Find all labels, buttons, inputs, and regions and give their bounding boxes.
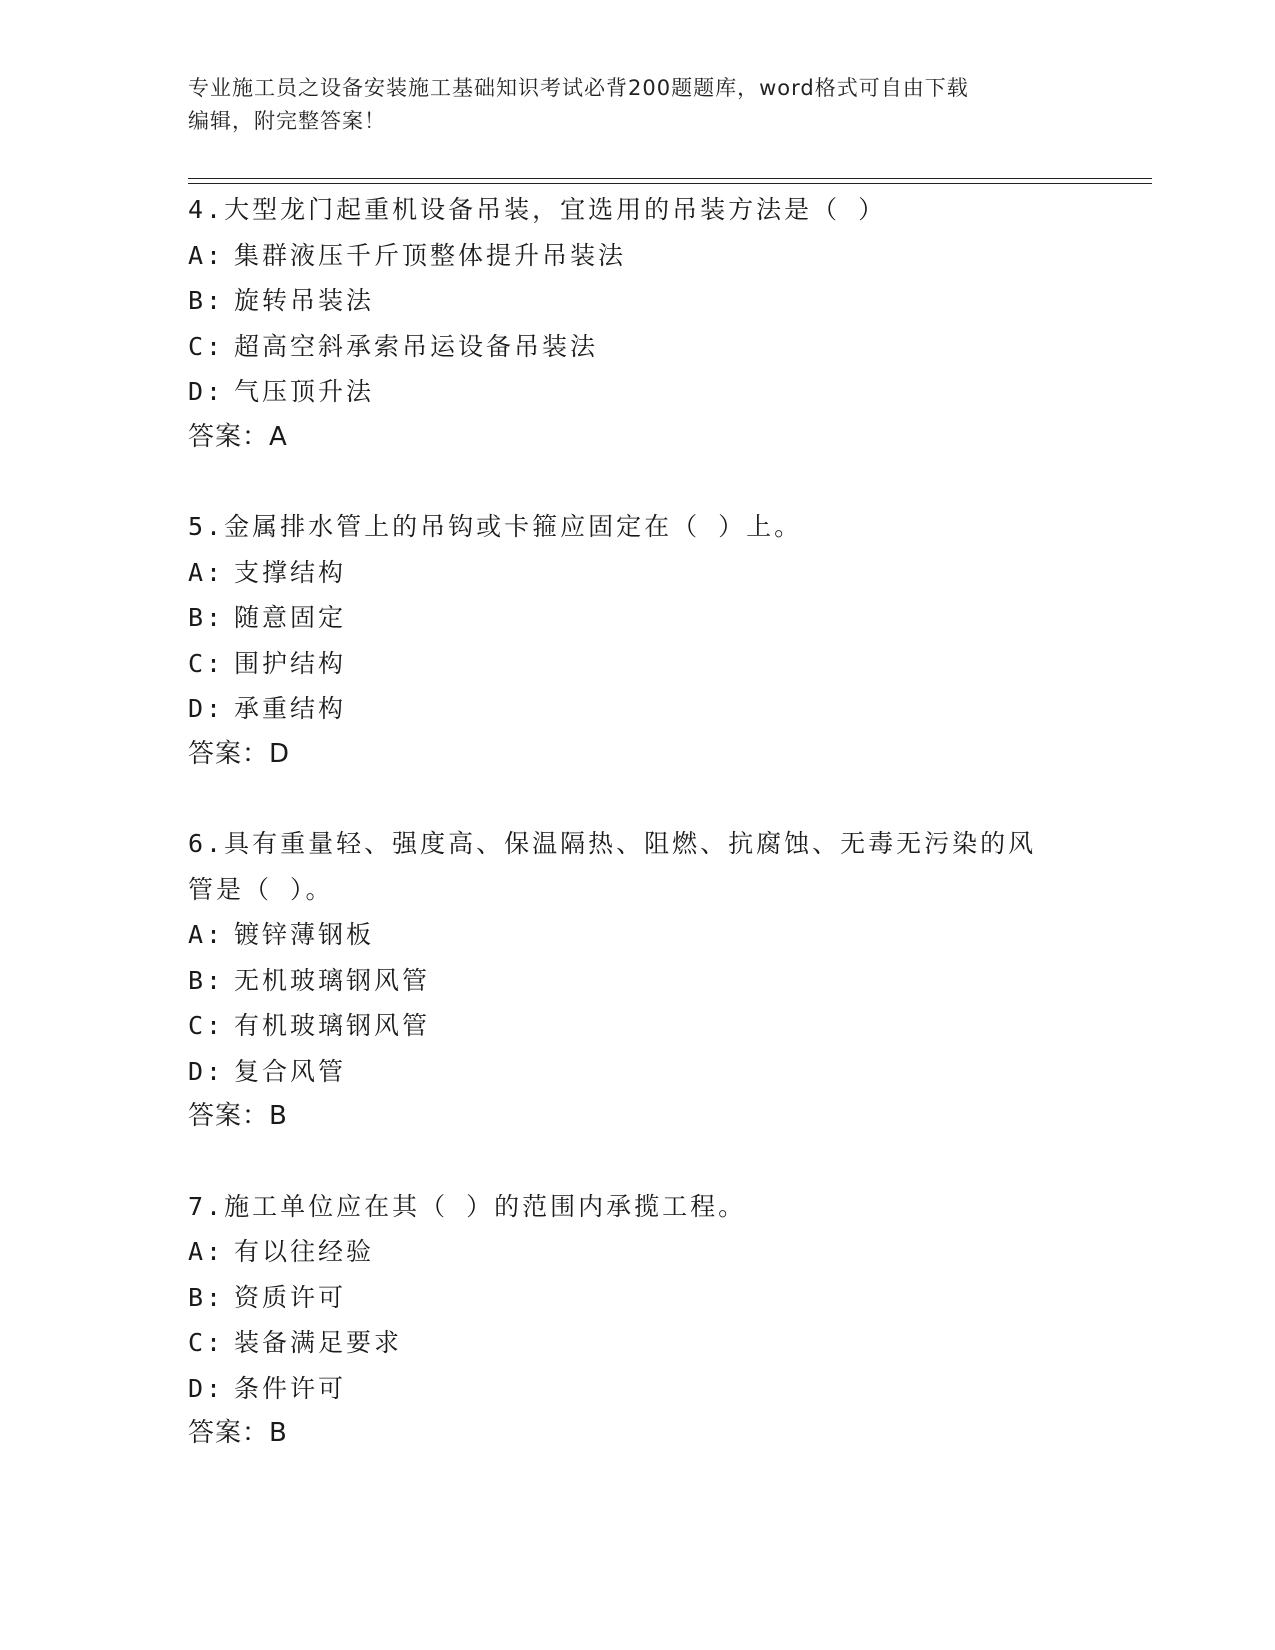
answer-line: 答案：B	[188, 1101, 288, 1131]
option-key: A:	[188, 557, 225, 587]
option-text: 有机玻璃钢风管	[234, 1011, 431, 1040]
document-header	[188, 72, 1068, 138]
question-stem: 4.大型龙门起重机设备吊装，宜选用的吊装方法是（ ）	[188, 195, 887, 224]
option-key: B:	[188, 965, 225, 995]
option-key: B:	[188, 1282, 225, 1312]
question-5	[188, 504, 1088, 777]
header-rule-bottom	[188, 183, 1152, 184]
answer-line: 答案：B	[188, 1418, 288, 1448]
option-b	[188, 958, 1088, 1004]
option-a	[188, 233, 1088, 279]
header-title-line-1: 专业施工员之设备安装施工基础知识考试必背200题题库，word格式可自由下载	[188, 76, 969, 100]
option-key: D:	[188, 1373, 225, 1403]
option-a	[188, 912, 1088, 958]
option-a	[188, 1229, 1088, 1275]
option-key: B:	[188, 603, 225, 632]
question-stem: 7.施工单位应在其（ ）的范围内承揽工程。	[188, 1191, 747, 1221]
option-text: 承重结构	[234, 694, 347, 723]
option-text: 随意固定	[234, 603, 347, 632]
option-key: A:	[188, 920, 225, 949]
question-stem-continuation: 管是（ ）。	[188, 874, 334, 904]
option-text: 气压顶升法	[234, 377, 375, 406]
option-text: 复合风管	[234, 1056, 347, 1086]
answer-line: 答案：A	[188, 421, 288, 452]
header-title-line-2: 编辑，附完整答案！	[188, 109, 386, 133]
option-text: 集群液压千斤顶整体提升吊装法	[234, 240, 627, 270]
option-text: 条件许可	[234, 1373, 347, 1403]
option-key: A:	[188, 240, 225, 270]
header-rule-top	[188, 178, 1152, 179]
question-stem: 6.具有重量轻、强度高、保温隔热、阻燃、抗腐蚀、无毒无污染的风	[188, 829, 1037, 858]
option-text: 无机玻璃钢风管	[234, 965, 431, 995]
option-key: C:	[188, 1011, 225, 1040]
option-text: 支撑结构	[234, 557, 347, 587]
option-text: 装备满足要求	[234, 1328, 403, 1357]
option-d	[188, 1049, 1088, 1095]
option-c	[188, 324, 1088, 370]
option-text: 资质许可	[234, 1282, 347, 1312]
option-d	[188, 369, 1088, 415]
option-key: B:	[188, 286, 225, 315]
option-d	[188, 1366, 1088, 1412]
option-key: D:	[188, 694, 225, 723]
option-b	[188, 278, 1088, 324]
question-4	[188, 187, 1088, 460]
question-list	[188, 187, 1088, 1501]
option-key: D:	[188, 377, 225, 406]
question-stem: 5.金属排水管上的吊钩或卡箍应固定在（ ）上。	[188, 512, 803, 541]
question-6	[188, 821, 1088, 1140]
option-d	[188, 686, 1088, 732]
option-key: C:	[188, 331, 225, 361]
option-b	[188, 595, 1088, 641]
option-c	[188, 1320, 1088, 1366]
option-key: C:	[188, 648, 225, 678]
option-c	[188, 1003, 1088, 1049]
option-c	[188, 641, 1088, 687]
option-key: D:	[188, 1056, 225, 1086]
option-b	[188, 1275, 1088, 1321]
option-key: C:	[188, 1328, 225, 1357]
option-text: 镀锌薄钢板	[234, 920, 375, 949]
option-text: 有以往经验	[234, 1237, 375, 1266]
option-text: 围护结构	[234, 648, 347, 678]
option-text: 超高空斜承索吊运设备吊装法	[234, 331, 599, 361]
option-text: 旋转吊装法	[234, 286, 375, 315]
answer-line: 答案：D	[188, 738, 291, 769]
question-7	[188, 1184, 1088, 1457]
option-a	[188, 550, 1088, 596]
option-key: A:	[188, 1237, 225, 1266]
